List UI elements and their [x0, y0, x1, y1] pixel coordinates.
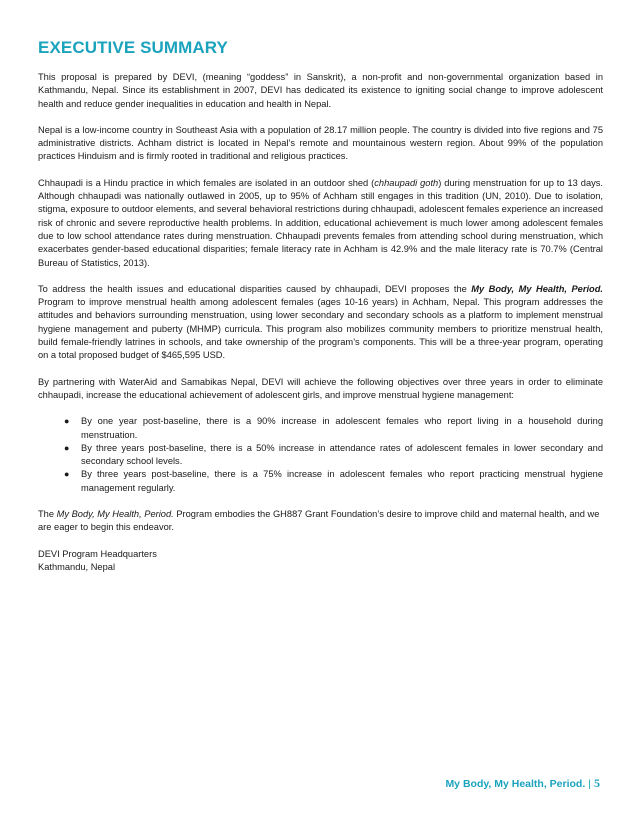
closing-text-b: Program embodies the GH887 Grant Foundation’s desire to improve child and maternal health, and we are eager to begin this endeavor. [38, 509, 600, 533]
program-paragraph [38, 283, 603, 363]
program-name: My Body, My Health, Period. [471, 283, 603, 294]
list-item [64, 415, 603, 442]
signature-block [38, 548, 603, 575]
objective-text: By one year post-baseline, there is a 90% increase in adolescent females who report living in a household during menstruation. [81, 416, 603, 440]
objectives-list [38, 415, 603, 495]
program-text-b: Program to improve menstrual health among adolescent females (ages 10-16 years) in Achham, Nepal. This program addresses the attitudes and behaviors surrounding menstruation, using lower secondary and secondary schools as a platform to implement menstrual hygiene management and puberty (MHMP) curricula. This program also mobilizes community members to prioritize menstrual health, build female-friendly latrines in schools, and take ownership of the program’s components. This will be a three-year program, operating on a total proposed budget of $465,595 USD. [38, 297, 603, 361]
closing-program-name: My Body, My Health, Period. [56, 509, 174, 520]
document-page [38, 38, 603, 587]
page-footer [445, 776, 600, 791]
closing-paragraph [38, 508, 603, 535]
footer-separator: | [588, 778, 591, 790]
chhaupadi-text-b: ) during menstruation for up to 13 days. Although chhaupadi was nationally outlawed in 2005, up to 95% of Achham still engages in this tradition (UN, 2010). Due to isolation, stigma, exposure to outdoor elements, and several behavioral restrictions during chhaupadi, adolescent females experience an increased risk of chronic and severe reproductive health problems. In addition, educational achievement is much lower among adolescent females due to low school attendance rates during menstruation. Chhaupadi prevents females from attending school during menstruation, which exacerbates gender-based educational disparities; female literacy rate in Achham is 42.9% and the male literacy rate is 70.7% (Central Bureau of Statistics, 2013). [38, 177, 604, 268]
objective-text: By three years post-baseline, there is a 50% increase in attendance rates of adolescent females in lower secondary and secondary school levels. [81, 442, 603, 467]
chhaupadi-paragraph [38, 177, 603, 270]
chhaupadi-text-a: Chhaupadi is a Hindu practice in which females are isolated in an outdoor shed ( [38, 177, 375, 188]
nepal-context-paragraph: Nepal is a low-income country in Southeast Asia with a population of 28.17 million people. The country is divided into five regions and 75 administrative districts. Achham district is located in Nepal’s remote and mountainous western region. About 99% of the population practices Hinduism and is firmly rooted in traditional and religious practices. [38, 124, 603, 162]
footer-title: My Body, My Health, Period. [445, 778, 586, 790]
intro-paragraph: This proposal is prepared by DEVI, (meaning “goddess” in Sanskrit), a non-profit and non-governmental organization based in Kathmandu, Nepal. Since its establishment in 2007, DEVI has dedicated its existence to igniting social change to improve adolescent health and reduce gender inequalities in education and health in Nepal. [38, 72, 603, 109]
page-number: 5 [594, 776, 600, 790]
list-item [64, 468, 603, 495]
bullet-icon: ● [64, 416, 70, 427]
closing-text-a: The [38, 509, 57, 520]
list-item [64, 442, 603, 469]
bullet-icon: ● [64, 469, 70, 480]
objective-text: By three years post-baseline, there is a 75% increase in adolescent females who report practicing menstrual hygiene management regularly. [81, 469, 603, 493]
objectives-paragraph: By partnering with WaterAid and Samabikas Nepal, DEVI will achieve the following objectives over three years in order to eliminate chhaupadi, increase the educational achievement of adolescent girls, and improve menstrual hygiene management: [38, 376, 603, 400]
chhaupadi-goth-term: chhaupadi goth [374, 177, 439, 188]
program-text-a: To address the health issues and educational disparities caused by chhaupadi, DEVI proposes the [38, 283, 472, 294]
signature-location: Kathmandu, Nepal [38, 561, 116, 572]
bullet-icon: ● [64, 442, 70, 453]
page-heading: EXECUTIVE SUMMARY [38, 38, 228, 57]
signature-org: DEVI Program Headquarters [38, 548, 157, 559]
